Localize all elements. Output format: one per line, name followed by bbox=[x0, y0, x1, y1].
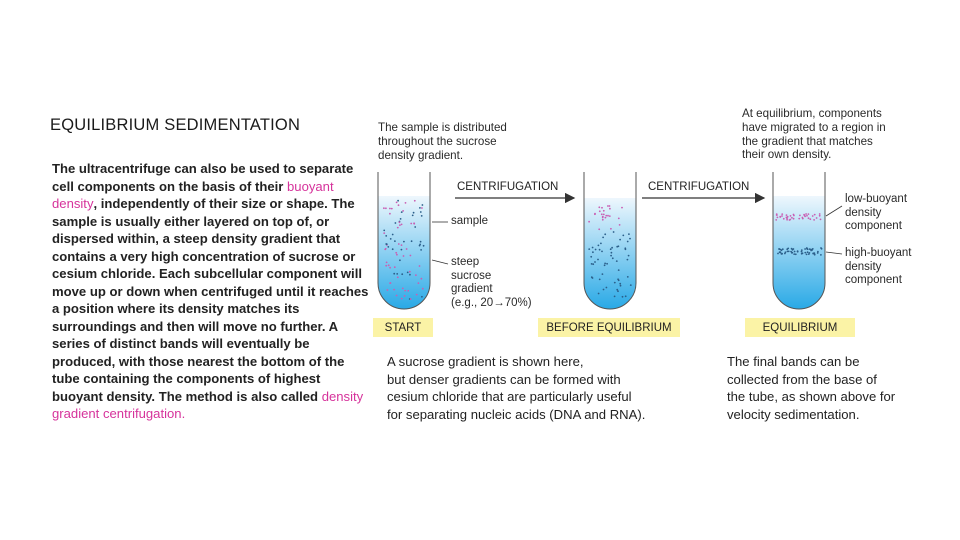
band-particle bbox=[808, 213, 810, 215]
particle bbox=[616, 260, 618, 262]
particle bbox=[625, 295, 627, 297]
particle bbox=[602, 219, 604, 221]
band-particle bbox=[812, 248, 814, 250]
band-particle bbox=[783, 218, 785, 220]
particle bbox=[613, 231, 615, 233]
particle bbox=[414, 200, 416, 202]
particle bbox=[594, 261, 596, 263]
particle bbox=[396, 273, 398, 275]
particle bbox=[609, 208, 611, 210]
tube-start bbox=[378, 172, 430, 309]
particle bbox=[392, 248, 394, 250]
leader-low bbox=[826, 206, 842, 216]
band-particle bbox=[794, 251, 796, 253]
band-particle bbox=[787, 216, 789, 218]
band-particle bbox=[795, 253, 797, 255]
particle bbox=[402, 288, 404, 290]
particle bbox=[588, 248, 590, 250]
particle bbox=[420, 211, 422, 213]
band-particle bbox=[817, 252, 819, 254]
particle bbox=[406, 248, 408, 250]
band-particle bbox=[787, 248, 789, 250]
particle bbox=[399, 221, 401, 223]
caption-line: collected from the base of bbox=[727, 371, 877, 387]
particle bbox=[403, 255, 405, 257]
band-particle bbox=[819, 213, 821, 215]
caption-final-bands bbox=[727, 353, 895, 423]
particle bbox=[619, 224, 621, 226]
particle bbox=[395, 222, 397, 224]
stage-before-equilibrium: BEFORE EQUILIBRIUM bbox=[538, 318, 680, 337]
band-particle bbox=[809, 248, 811, 250]
particle bbox=[618, 218, 620, 220]
caption-line: the gradient that matches bbox=[742, 134, 873, 148]
particle bbox=[605, 217, 607, 219]
band-particle bbox=[802, 252, 804, 254]
band-particle bbox=[813, 219, 815, 221]
band-particle bbox=[810, 250, 812, 252]
label-sample: sample bbox=[451, 215, 489, 227]
particle bbox=[607, 205, 609, 207]
particle bbox=[598, 228, 600, 230]
band-particle bbox=[793, 218, 795, 220]
particle bbox=[396, 295, 398, 297]
particle bbox=[385, 243, 387, 245]
band-particle bbox=[820, 219, 822, 221]
particle bbox=[627, 241, 629, 243]
particle bbox=[606, 287, 608, 289]
particle bbox=[393, 289, 395, 291]
particle bbox=[617, 290, 619, 292]
label-high-buoyant bbox=[845, 247, 912, 288]
band-particle bbox=[781, 215, 783, 217]
label-line: sucrose bbox=[451, 269, 492, 282]
label-line: component bbox=[845, 274, 902, 287]
caption-line: At equilibrium, components bbox=[742, 107, 882, 120]
particle bbox=[602, 216, 604, 218]
particle bbox=[421, 296, 423, 298]
particle bbox=[410, 223, 412, 225]
band-particle bbox=[781, 249, 783, 251]
particle bbox=[628, 255, 630, 257]
particle bbox=[400, 218, 402, 220]
caption-sucrose-gradient bbox=[387, 353, 645, 423]
band-particle bbox=[819, 215, 821, 217]
particle bbox=[592, 251, 594, 253]
particle bbox=[588, 221, 590, 223]
caption-line: The sample is distributed bbox=[378, 121, 507, 134]
particle bbox=[391, 208, 393, 210]
page-title: EQUILIBRIUM SEDIMENTATION bbox=[50, 116, 301, 134]
particle bbox=[423, 245, 425, 247]
particle bbox=[401, 224, 403, 226]
particle bbox=[416, 294, 418, 296]
particle bbox=[603, 289, 605, 291]
particle bbox=[422, 288, 424, 290]
particle bbox=[405, 202, 407, 204]
particle bbox=[385, 235, 387, 237]
particle bbox=[412, 215, 414, 217]
band-particle bbox=[806, 254, 808, 256]
particle bbox=[630, 284, 632, 286]
band-particle bbox=[801, 251, 803, 253]
particle bbox=[622, 296, 624, 298]
particle bbox=[603, 210, 605, 212]
particle bbox=[600, 243, 602, 245]
label-line: density bbox=[845, 206, 882, 219]
particle bbox=[389, 208, 391, 210]
particle bbox=[618, 269, 620, 271]
paragraph-text-1: The ultracentrifuge can also be used to separate cell components on the basis of their bbox=[52, 161, 354, 194]
centrifugation-label-1: CENTRIFUGATION bbox=[457, 181, 559, 193]
particle bbox=[390, 238, 392, 240]
particle bbox=[385, 265, 387, 267]
particle bbox=[621, 207, 623, 209]
caption-line: throughout the sucrose bbox=[378, 134, 497, 148]
particle bbox=[602, 237, 604, 239]
band-particle bbox=[812, 215, 814, 217]
leader-high bbox=[826, 252, 842, 254]
stage-equilibrium: EQUILIBRIUM bbox=[745, 318, 855, 337]
particle bbox=[598, 206, 600, 208]
particle bbox=[625, 248, 627, 250]
band-particle bbox=[775, 219, 777, 221]
caption-line: A sucrose gradient is shown here, bbox=[387, 354, 584, 369]
particle bbox=[397, 200, 399, 202]
particle bbox=[607, 215, 609, 217]
particle bbox=[392, 234, 394, 236]
band-particle bbox=[808, 217, 810, 219]
label-line: component bbox=[845, 220, 902, 233]
band-particle bbox=[785, 251, 787, 253]
band-particle bbox=[814, 214, 816, 216]
particle bbox=[592, 247, 594, 249]
particle bbox=[404, 295, 406, 297]
particle bbox=[419, 244, 421, 246]
particle bbox=[413, 222, 415, 224]
band-particle bbox=[793, 253, 795, 255]
particle bbox=[610, 255, 612, 257]
particle bbox=[592, 277, 594, 279]
label-line: gradient bbox=[451, 283, 493, 296]
particle bbox=[401, 249, 403, 251]
particle bbox=[591, 263, 593, 265]
particle bbox=[627, 259, 629, 261]
particle bbox=[383, 207, 385, 209]
band-particle bbox=[820, 247, 822, 249]
band-particle bbox=[816, 217, 818, 219]
band-particle bbox=[806, 215, 808, 217]
particle bbox=[603, 214, 605, 216]
band-particle bbox=[820, 254, 822, 256]
label-line: low-buoyant bbox=[845, 193, 908, 205]
band-particle bbox=[801, 249, 803, 251]
particle bbox=[407, 290, 409, 292]
particle bbox=[619, 239, 621, 241]
leader-gradient bbox=[432, 260, 448, 264]
particle bbox=[599, 249, 601, 251]
particle bbox=[418, 282, 420, 284]
particle bbox=[398, 204, 400, 206]
particle bbox=[598, 293, 600, 295]
band-particle bbox=[786, 214, 788, 216]
particle bbox=[606, 263, 608, 265]
particle bbox=[611, 247, 613, 249]
particle bbox=[611, 252, 613, 254]
particle bbox=[397, 276, 399, 278]
particle bbox=[609, 215, 611, 217]
band-particle bbox=[779, 216, 781, 218]
band-particle bbox=[805, 213, 807, 215]
particle bbox=[599, 210, 601, 212]
band-particle bbox=[797, 251, 799, 253]
band-particle bbox=[804, 252, 806, 254]
particle bbox=[389, 267, 391, 269]
particle bbox=[597, 259, 599, 261]
band-particle bbox=[804, 248, 806, 250]
band-particle bbox=[807, 251, 809, 253]
paragraph-text-2: , independently of their size or shape. The sample is usually either layered on top of, or dispersed within, a steep density gradient that contains a very high concentration of sucrose or cesium chloride. Each subcellular component will move up or down when centrifuged until it reaches a position where its density matches its surroundings and then will move no further. A series of distinct bands will eventually be produced, with those nearest the bottom of the tube containing the components of highest buoyant density. The method is also called bbox=[52, 196, 369, 404]
particle bbox=[396, 254, 398, 256]
particle bbox=[401, 298, 403, 300]
highlight-term-density-gradient: density gradient centrifugation. bbox=[52, 388, 364, 421]
caption-line: but denser gradients can be formed with bbox=[387, 371, 621, 387]
particle bbox=[627, 276, 629, 278]
particle bbox=[401, 244, 403, 246]
band-particle bbox=[781, 213, 783, 215]
particle bbox=[402, 210, 404, 212]
band-particle bbox=[777, 253, 779, 255]
band-particle bbox=[814, 254, 816, 256]
particle bbox=[605, 215, 607, 217]
band-particle bbox=[793, 215, 795, 217]
particle bbox=[628, 233, 630, 235]
particle bbox=[602, 273, 604, 275]
band-particle bbox=[812, 253, 814, 255]
band-particle bbox=[799, 215, 801, 217]
band-particle bbox=[798, 218, 800, 220]
caption-line: the tube, as shown above for bbox=[727, 389, 896, 404]
caption-line: their own density. bbox=[742, 148, 832, 162]
particle bbox=[407, 272, 409, 274]
particle bbox=[413, 212, 415, 214]
band-particle bbox=[791, 252, 793, 254]
band-particle bbox=[791, 248, 793, 250]
tube-before-equilibrium bbox=[584, 172, 636, 309]
label-gradient bbox=[451, 256, 532, 310]
particle bbox=[619, 283, 621, 285]
band-particle bbox=[791, 217, 793, 219]
particle bbox=[421, 278, 423, 280]
band-particle bbox=[809, 218, 811, 220]
particle bbox=[620, 285, 622, 287]
particle bbox=[419, 207, 421, 209]
particle bbox=[614, 282, 616, 284]
particle bbox=[383, 230, 385, 232]
particle bbox=[601, 251, 603, 253]
particle bbox=[617, 278, 619, 280]
band-particle bbox=[781, 253, 783, 255]
label-line: density bbox=[845, 260, 882, 273]
particle bbox=[421, 215, 423, 217]
band-particle bbox=[780, 252, 782, 254]
particle bbox=[594, 213, 596, 215]
particle bbox=[599, 279, 601, 281]
band-particle bbox=[789, 219, 791, 221]
particle bbox=[385, 248, 387, 250]
particle bbox=[590, 256, 592, 258]
particle bbox=[604, 264, 606, 266]
particle bbox=[422, 204, 424, 206]
particle bbox=[410, 255, 412, 257]
particle bbox=[604, 233, 606, 235]
band-particle bbox=[809, 252, 811, 254]
particle bbox=[420, 249, 422, 251]
caption-line: density gradient. bbox=[378, 148, 464, 162]
particle bbox=[420, 241, 422, 243]
particle bbox=[403, 241, 405, 243]
particle bbox=[395, 252, 397, 254]
particle bbox=[409, 274, 411, 276]
particle bbox=[386, 262, 388, 264]
particle bbox=[415, 274, 417, 276]
caption-line: velocity sedimentation. bbox=[727, 406, 860, 422]
particle bbox=[399, 224, 401, 226]
caption-line: The final bands can be bbox=[727, 354, 860, 369]
band-particle bbox=[802, 218, 804, 220]
particle bbox=[394, 266, 396, 268]
particle bbox=[398, 243, 400, 245]
particle bbox=[385, 207, 387, 209]
particle bbox=[414, 226, 416, 228]
particle bbox=[394, 240, 396, 242]
band-particle bbox=[787, 251, 789, 253]
particle bbox=[410, 298, 412, 300]
particle bbox=[601, 213, 603, 215]
label-line: high-buoyant bbox=[845, 247, 912, 259]
particle bbox=[622, 235, 624, 237]
stage-start: START bbox=[373, 318, 433, 337]
particle bbox=[604, 263, 606, 265]
caption-line: have migrated to a region in bbox=[742, 120, 886, 134]
particle bbox=[390, 282, 392, 284]
band-particle bbox=[806, 247, 808, 249]
tube-equilibrium bbox=[773, 172, 825, 309]
particle bbox=[399, 259, 401, 261]
particle bbox=[396, 202, 398, 204]
label-line: steep bbox=[451, 256, 480, 268]
band-particle bbox=[776, 213, 778, 215]
particle bbox=[610, 248, 612, 250]
particle bbox=[401, 273, 403, 275]
band-particle bbox=[790, 215, 792, 217]
particle bbox=[614, 296, 616, 298]
particle bbox=[601, 207, 603, 209]
particle bbox=[609, 205, 611, 207]
particle bbox=[383, 232, 385, 234]
label-low-buoyant bbox=[845, 193, 907, 234]
particle bbox=[610, 228, 612, 230]
particle bbox=[387, 246, 389, 248]
particle bbox=[389, 213, 391, 215]
band-particle bbox=[803, 214, 805, 216]
particle bbox=[388, 264, 390, 266]
particle bbox=[421, 207, 423, 209]
particle bbox=[595, 249, 597, 251]
highlight-term-buoyant-density: buoyant density bbox=[52, 178, 334, 211]
caption-line: cesium chloride that are particularly useful bbox=[387, 389, 632, 404]
particle bbox=[387, 289, 389, 291]
particle bbox=[629, 238, 631, 240]
particle bbox=[598, 245, 600, 247]
particle bbox=[411, 240, 413, 242]
particle bbox=[419, 265, 421, 267]
particle bbox=[618, 245, 620, 247]
label-line: (e.g., 20→70%) bbox=[451, 296, 532, 309]
particle bbox=[404, 290, 406, 292]
particle bbox=[401, 211, 403, 213]
band-particle bbox=[777, 217, 779, 219]
particle bbox=[409, 271, 411, 273]
particle bbox=[397, 227, 399, 229]
particle bbox=[393, 273, 395, 275]
caption-line: for separating nucleic acids (DNA and RNA). bbox=[387, 406, 646, 422]
particle bbox=[592, 263, 594, 265]
band-particle bbox=[804, 216, 806, 218]
particle bbox=[612, 257, 614, 259]
centrifugation-label-2: CENTRIFUGATION bbox=[648, 181, 750, 193]
